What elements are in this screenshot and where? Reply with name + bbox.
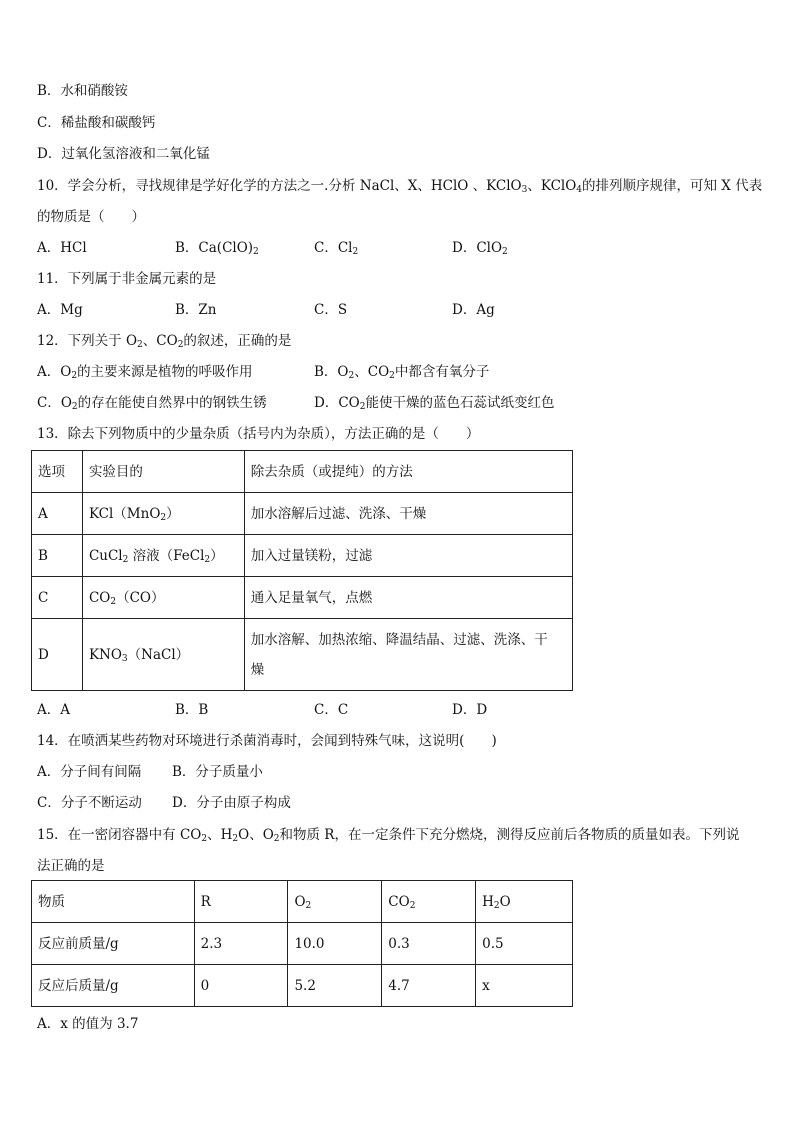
q11-option-d: D．Ag bbox=[452, 302, 495, 318]
q14-option-b: B．分子质量小 bbox=[172, 764, 263, 780]
table-row: A KCl（MnO$_2$） 加水溶解后过滤、洗涤、干燥 bbox=[32, 493, 573, 535]
q12-option-a: A．$O_2$的主要来源是植物的呼吸作用 bbox=[37, 364, 253, 381]
q11-stem: 11．下列属于非金属元素的是 bbox=[37, 271, 217, 287]
table-header-row bbox=[32, 451, 573, 493]
q12-stem: 12．下列关于 $O_2$、$CO_2$的叙述，正确的是 bbox=[37, 333, 292, 350]
q10-stem-line2: 的物质是（ ） bbox=[37, 209, 145, 225]
q14-option-d: D．分子由原子构成 bbox=[172, 795, 291, 811]
q9-option-c: C．稀盐酸和碳酸钙 bbox=[37, 115, 156, 131]
q10-stem: 10．学会分析，寻找规律是学好化学的方法之一.分析 NaCl、X、HClO 、KClO$_3$、KClO$_4$的排列顺序规律，可知 X 代表 bbox=[37, 178, 763, 195]
q14-stem: 14．在喷洒某些药物对环境进行杀菌消毒时，会闻到特殊气味，这说明( ) bbox=[37, 733, 497, 749]
q13-table bbox=[31, 450, 573, 691]
q12-option-c: C．$O_2$的存在能使自然界中的钢铁生锈 bbox=[37, 395, 267, 412]
table-row: D $KNO_3(NaCl)$ 加水溶解、加热浓缩、降温结晶、过滤、洗涤、干 燥 bbox=[32, 619, 573, 691]
q15-stem-line2: 法正确的是 bbox=[37, 858, 105, 874]
q13-option-d: D．D bbox=[452, 702, 488, 718]
q13-option-b: B．B bbox=[175, 702, 209, 718]
header-purpose: 实验目的 bbox=[82, 451, 244, 493]
header-method: 除去杂质（或提纯）的方法 bbox=[244, 451, 572, 493]
table-row: 反应前质量/g 2.3 10.0 0.3 0.5 bbox=[32, 923, 573, 965]
table-row: C $CO_2(CO)$ 通入足量氧气，点燃 bbox=[32, 577, 573, 619]
q15-option-a: A．x 的值为 3.7 bbox=[37, 1016, 139, 1032]
q9-option-b: B．水和硝酸铵 bbox=[37, 83, 128, 99]
q13-option-a: A．A bbox=[37, 702, 70, 718]
q14-option-a: A．分子间有间隔 bbox=[37, 764, 142, 780]
q13-stem: 13．除去下列物质中的少量杂质（括号内为杂质），方法正确的是（ ） bbox=[37, 426, 480, 442]
q12-option-d: D．$CO_2$能使干燥的蓝色石蕊试纸变红色 bbox=[314, 395, 555, 412]
table-row: B CuCl$_2$ 溶液（FeCl$_2$） 加入过量镁粉，过滤 bbox=[32, 535, 573, 577]
q11-option-a: A．Mg bbox=[37, 302, 83, 318]
table-row: 反应后质量/g 0 5.2 4.7 x bbox=[32, 965, 573, 1007]
table-header-row: 物质 R $O_2$ $CO_2$ $H_2O$ bbox=[32, 881, 573, 923]
header-option: 选项 bbox=[32, 451, 83, 493]
q13-option-c: C．C bbox=[314, 702, 349, 718]
q11-option-b: B．Zn bbox=[175, 302, 217, 318]
q10-option-d: D．ClO$_2$ bbox=[452, 240, 508, 257]
q12-option-b: B．$O_2$、$CO_2$中都含有氧分子 bbox=[314, 364, 490, 381]
q15-stem: 15．在一密闭容器中有 $CO_2$、$H_2O$、$O_2$和物质 R，在一定条件下充分燃烧，测得反应前后各物质的质量如表。下列说 bbox=[37, 827, 740, 844]
q10-option-a: A．HCl bbox=[37, 240, 87, 256]
q15-table bbox=[31, 880, 573, 1007]
q14-option-c: C．分子不断运动 bbox=[37, 795, 142, 811]
q9-option-d: D．过氧化氢溶液和二氧化锰 bbox=[37, 146, 210, 162]
q11-option-c: C．S bbox=[314, 302, 348, 318]
q10-option-c: C．$Cl_2$ bbox=[314, 240, 359, 257]
q10-option-b: B．$Ca(ClO)_2$ bbox=[175, 240, 259, 257]
